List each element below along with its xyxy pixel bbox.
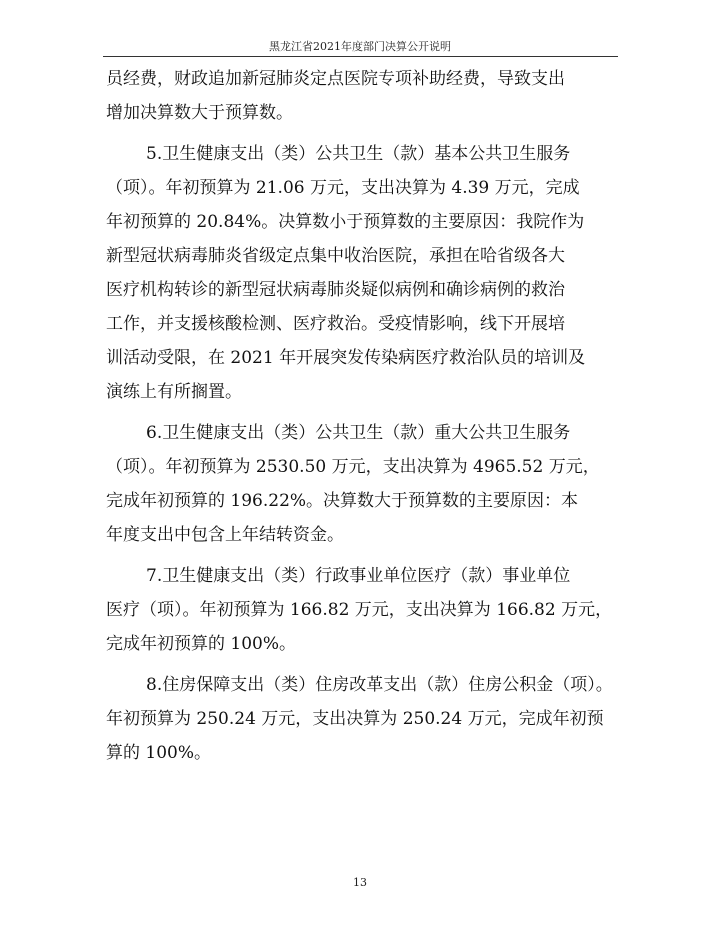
- text-line: 年初预算为 250.24 万元，支出决算为 250.24 万元，完成年初预: [106, 709, 604, 729]
- paragraph-item-5: [106, 137, 616, 409]
- paragraph-continuation: [106, 62, 616, 130]
- text-line: （项）。年初预算为 21.06 万元，支出决算为 4.39 万元，完成: [106, 178, 580, 198]
- text-line: 完成年初预算的 100%。: [106, 634, 297, 654]
- paragraph-item-8: [106, 668, 616, 770]
- text-line: 工作，并支援核酸检测、医疗救治。受疫情影响，线下开展培: [106, 314, 565, 334]
- text-line: 员经费，财政追加新冠肺炎定点医院专项补助经费，导致支出: [106, 69, 565, 89]
- paragraph-gap: [106, 130, 616, 137]
- paragraph-item-6: [106, 416, 616, 552]
- header-rule: [103, 56, 618, 57]
- text-line: 演练上有所搁置。: [106, 382, 242, 402]
- text-line: 年度支出中包含上年结转资金。: [106, 525, 344, 545]
- text-line: 5.卫生健康支出（类）公共卫生（款）基本公共卫生服务: [146, 144, 571, 164]
- paragraph-gap: [106, 409, 616, 416]
- text-line: 增加决算数大于预算数。: [106, 103, 293, 123]
- text-line: 算的 100%。: [106, 743, 212, 763]
- text-line: 7.卫生健康支出（类）行政事业单位医疗（款）事业单位: [146, 566, 571, 586]
- text-line: 训活动受限，在 2021 年开展突发传染病医疗救治队员的培训及: [106, 348, 586, 368]
- paragraph-gap: [106, 552, 616, 559]
- text-line: 医疗（项）。年初预算为 166.82 万元，支出决算为 166.82 万元，: [106, 600, 613, 620]
- text-line: 新型冠状病毒肺炎省级定点集中收治医院，承担在哈省级各大: [106, 246, 565, 266]
- text-line: 8.住房保障支出（类）住房改革支出（款）住房公积金（项）。: [146, 675, 613, 695]
- text-line: 医疗机构转诊的新型冠状病毒肺炎疑似病例和确诊病例的救治: [106, 280, 565, 300]
- text-line: 完成年初预算的 196.22%。决算数大于预算数的主要原因：本: [106, 491, 579, 511]
- paragraph-item-7: [106, 559, 616, 661]
- running-header: 黑龙江省2021年度部门决算公开说明: [269, 40, 451, 53]
- document-body: [106, 62, 616, 770]
- text-line: 6.卫生健康支出（类）公共卫生（款）重大公共卫生服务: [146, 423, 571, 443]
- paragraph-gap: [106, 661, 616, 668]
- page-number: 13: [353, 876, 367, 889]
- text-line: 年初预算的 20.84%。决算数小于预算数的主要原因：我院作为: [106, 212, 585, 232]
- text-line: （项）。年初预算为 2530.50 万元，支出决算为 4965.52 万元，: [106, 457, 600, 477]
